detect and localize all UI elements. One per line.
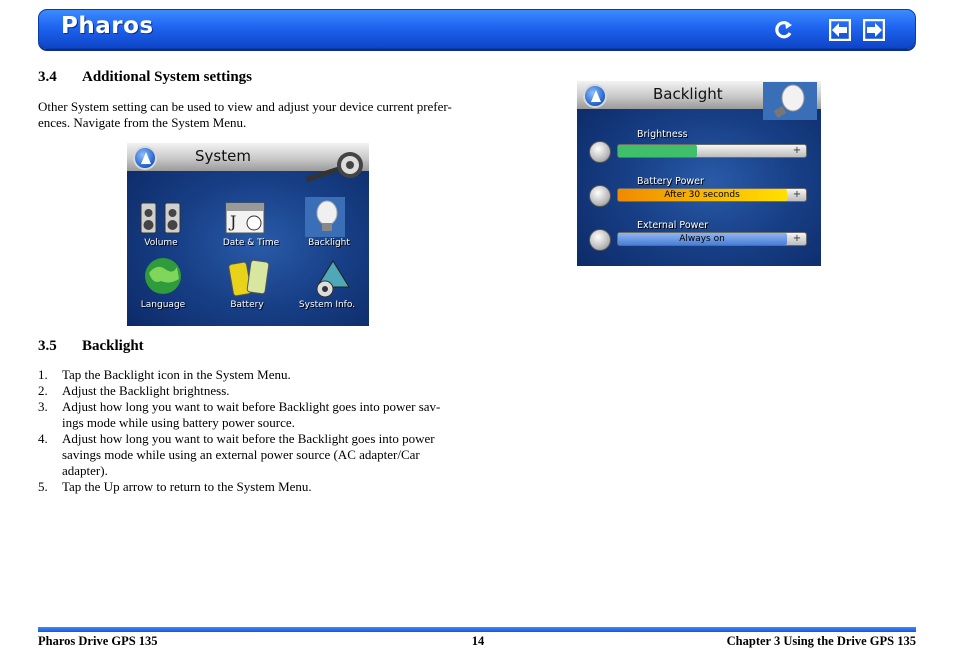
section-intro <box>38 99 478 131</box>
intro-line: Other System setting can be used to view and adjust your device current prefer- <box>38 99 452 114</box>
section-heading-3-4 <box>38 69 252 86</box>
step-line: Adjust how long you want to wait before the Backlight goes into power <box>62 431 435 446</box>
list-item <box>38 431 468 479</box>
battery-small-icon <box>589 185 611 207</box>
menu-item-volume[interactable]: Volume <box>144 238 178 248</box>
list-item <box>38 399 468 431</box>
info-gear-icon[interactable] <box>313 259 353 299</box>
step-line: ings mode while using battery power source. <box>62 415 295 430</box>
section-number: 3.4 <box>38 69 57 85</box>
backlight-screenshot <box>577 81 821 266</box>
calendar-icon[interactable] <box>224 201 268 235</box>
list-item <box>38 367 468 383</box>
menu-item-system-info[interactable]: System Info. <box>298 300 356 310</box>
refresh-icon[interactable] <box>773 19 795 41</box>
intro-line: ences. Navigate from the System Menu. <box>38 115 247 130</box>
screen-titlebar <box>577 81 821 109</box>
external-power-value: Always on <box>679 234 725 244</box>
step-line: Tap the Up arrow to return to the System Menu. <box>62 479 312 494</box>
footer-divider <box>38 627 916 632</box>
arrow-right-icon[interactable] <box>863 19 885 41</box>
section-number: 3.5 <box>38 338 57 354</box>
menu-item-backlight[interactable]: Backlight <box>308 238 350 248</box>
brightness-label: Brightness <box>637 129 688 140</box>
up-arrow-icon[interactable] <box>583 84 607 108</box>
menu-item-battery[interactable]: Battery <box>230 300 264 310</box>
up-arrow-icon[interactable] <box>133 146 157 170</box>
globe-icon[interactable] <box>143 255 183 297</box>
svg-text:J: J <box>230 212 237 231</box>
plus-icon[interactable]: + <box>792 233 802 244</box>
section-title: Backlight <box>82 338 144 354</box>
external-power-label: External Power <box>637 220 709 231</box>
bulb-icon <box>763 82 817 120</box>
power-icon <box>589 229 611 251</box>
step-line: savings mode while using an external power source (AC adapter/Car <box>62 447 420 462</box>
menu-item-language[interactable]: Language <box>140 300 186 310</box>
screen-title: Backlight <box>653 85 723 103</box>
list-item <box>38 479 468 495</box>
step-line: Tap the Backlight icon in the System Menu. <box>62 367 291 382</box>
battery-power-value: After 30 seconds <box>664 190 740 200</box>
wrench-gear-icon <box>305 143 369 185</box>
volume-icon[interactable] <box>139 199 183 235</box>
sun-icon <box>589 141 611 163</box>
battery-icon[interactable] <box>227 255 271 299</box>
arrow-left-icon[interactable] <box>829 19 851 41</box>
step-number: 5. <box>38 479 48 494</box>
plus-icon[interactable]: + <box>792 189 802 200</box>
header-bar <box>38 9 916 49</box>
brightness-fill <box>618 145 697 157</box>
step-number: 1. <box>38 367 48 382</box>
brand-logo: Pharos <box>61 13 154 39</box>
section-title: Additional System settings <box>82 69 253 85</box>
backlight-steps-list <box>38 367 468 495</box>
step-number: 4. <box>38 431 48 446</box>
section-heading-3-5 <box>38 338 144 355</box>
external-power-selector[interactable] <box>617 232 807 246</box>
system-menu-screenshot <box>127 143 369 326</box>
battery-power-selector[interactable] <box>617 188 807 202</box>
screen-title: System <box>195 147 251 165</box>
plus-icon[interactable]: + <box>792 145 802 156</box>
step-line: Adjust the Backlight brightness. <box>62 383 230 398</box>
page-number: 14 <box>471 634 485 648</box>
footer-right: Chapter 3 Using the Drive GPS 135 <box>726 634 916 648</box>
brightness-slider[interactable] <box>617 144 807 158</box>
list-item <box>38 383 468 399</box>
backlight-icon[interactable] <box>305 197 345 237</box>
step-number: 2. <box>38 383 48 398</box>
step-line: Adjust how long you want to wait before Backlight goes into power sav- <box>62 399 441 414</box>
screen-titlebar <box>127 143 369 171</box>
footer-left: Pharos Drive GPS 135 <box>38 634 158 648</box>
battery-power-label: Battery Power <box>637 176 704 187</box>
step-line: adapter). <box>62 463 108 478</box>
menu-item-date-time[interactable]: Date & Time <box>222 238 280 248</box>
step-number: 3. <box>38 399 48 414</box>
